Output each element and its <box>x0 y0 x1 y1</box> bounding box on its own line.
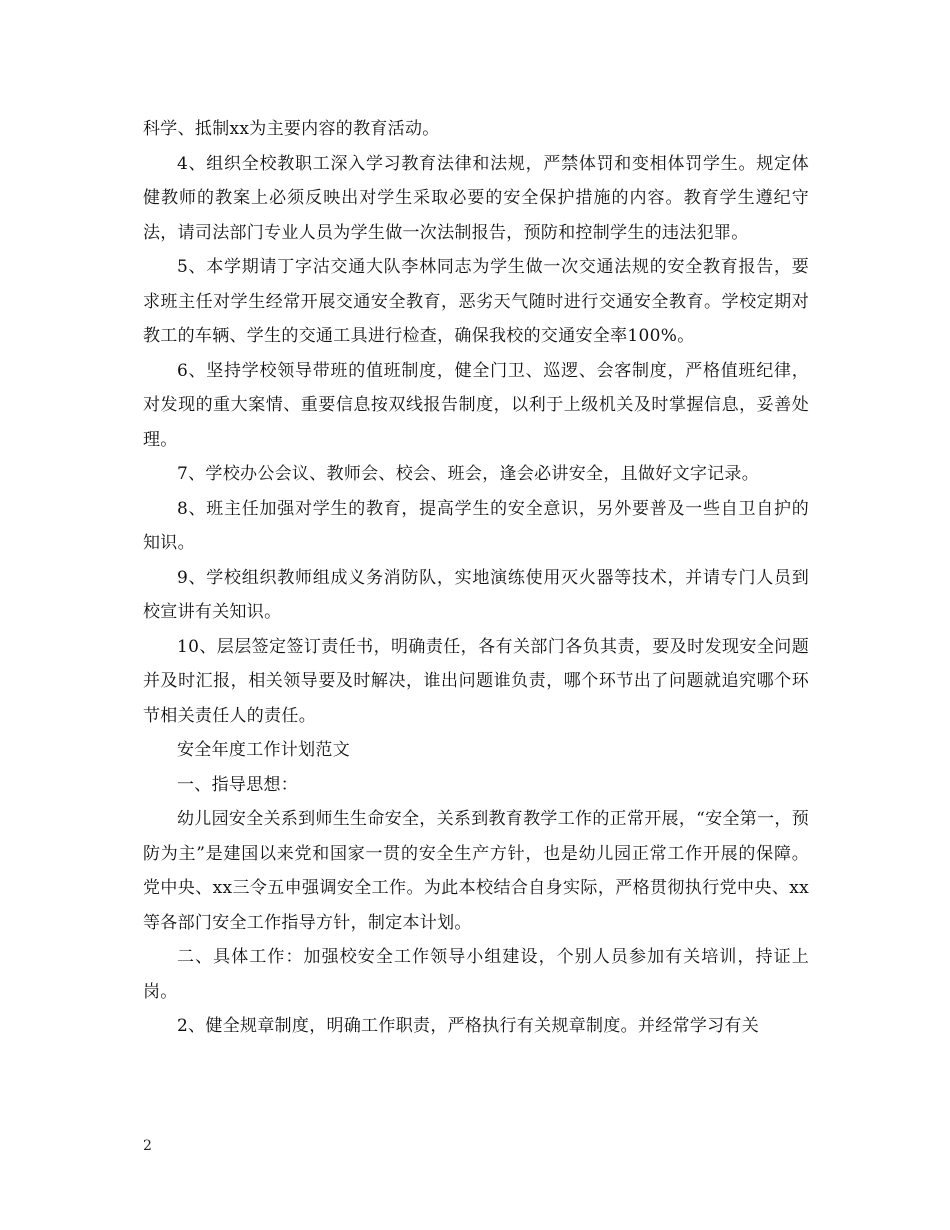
section-heading-guiding-thought: 一、指导思想： <box>177 774 299 795</box>
paragraph-11: 幼儿园安全关系到师生生命安全，关系到教育教学工作的正常开展，“安全第一，预防为主”是建国以来党和国家一贯的安全生产方针，也是幼儿园正常工作开展的保障。党中央、xx三令五申强调安全工作。为此本校结合自身实际，严格贯彻执行党中央、xx等各部门安全工作指导方针，制定本计划。 <box>143 809 809 933</box>
paragraph-12: 二、具体工作：加强校安全工作领导小组建设，个别人员参加有关培训，持证上岗。 <box>143 947 809 1002</box>
paragraph-8: 10、层层签定签订责任书，明确责任，各有关部门各负其责，要及时发现安全问题并及时汇报，相关领导要及时解决，谁出问题谁负责，哪个环节出了问题就追究哪个环节相关责任人的责任。 <box>143 636 809 726</box>
paragraph-2: 4、组织全校教职工深入学习教育法律和法规，严禁体罚和变相体罚学生。规定体健教师的教案上必须反映出对学生采取必要的安全保护措施的内容。教育学生遵纪守法，请司法部门专业人员为学生做一次法制报告，预防和控制学生的违法犯罪。 <box>143 153 809 243</box>
paragraph-4: 6、坚持学校领导带班的值班制度，健全门卫、巡逻、会客制度，严格值班纪律，对发现的重大案情、重要信息按双线报告制度，以利于上级机关及时掌握信息，妥善处理。 <box>143 360 809 450</box>
paragraph-13: 2、健全规章制度，明确工作职责，严格执行有关规章制度。并经常学习有关 <box>177 1016 760 1036</box>
section-title: 安全年度工作计划范文 <box>177 740 350 760</box>
page-number: 2 <box>143 1138 152 1154</box>
paragraph-1: 科学、抵制xx为主要内容的教育活动。 <box>143 119 440 139</box>
paragraph-7: 9、学校组织教师组成义务消防队，实地演练使用灭火器等技术，并请专门人员到校宣讲有关知识。 <box>143 567 809 622</box>
paragraph-5: 7、学校办公会议、教师会、校会、班会，逢会必讲安全，且做好文字记录。 <box>177 464 760 484</box>
paragraph-6: 8、班主任加强对学生的教育，提高学生的安全意识，另外要普及一些自卫自护的知识。 <box>143 498 809 553</box>
paragraph-3: 5、本学期请丁字沽交通大队李林同志为学生做一次交通法规的安全教育报告，要求班主任对学生经常开展交通安全教育，恶劣天气随时进行交通安全教育。学校定期对教工的车辆、学生的交通工具进行检查，确保我校的交通安全率100%。 <box>143 257 809 346</box>
document-page <box>143 112 809 1044</box>
